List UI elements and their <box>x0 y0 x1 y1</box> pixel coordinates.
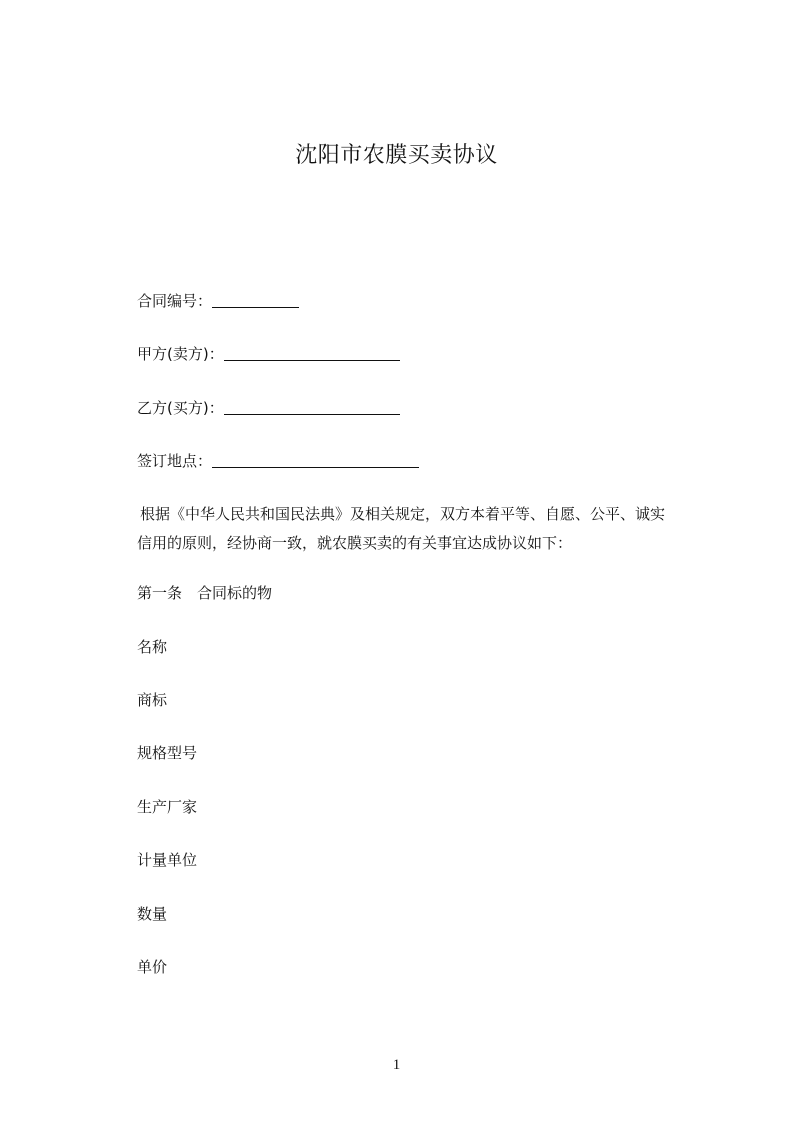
page-number: 1 <box>392 1057 401 1073</box>
signing-place-field <box>137 449 419 473</box>
signing-place-label: 签订地点： <box>137 452 213 470</box>
article-item-manufacturer: 生产厂家 <box>137 798 198 816</box>
seller-label: 甲方(卖方)： <box>137 345 224 363</box>
contract-number-blank[interactable] <box>212 291 299 308</box>
article-item-name: 名称 <box>137 638 168 656</box>
article-item-unit-price: 单价 <box>137 958 168 976</box>
buyer-label: 乙方(买方)： <box>137 399 224 417</box>
intro-paragraph <box>137 500 707 558</box>
article-item-unit: 计量单位 <box>137 851 198 869</box>
contract-number-label: 合同编号： <box>137 292 213 310</box>
seller-blank[interactable] <box>224 344 400 361</box>
seller-field <box>137 342 400 366</box>
buyer-field <box>137 396 400 420</box>
buyer-blank[interactable] <box>224 398 400 415</box>
article-item-trademark: 商标 <box>137 691 168 709</box>
intro-line-2: 信用的原则，经协商一致，就农膜买卖的有关事宜达成协议如下： <box>137 534 573 552</box>
article-item-specification: 规格型号 <box>137 744 198 762</box>
article-1-heading: 第一条 合同标的物 <box>137 584 273 602</box>
article-item-quantity: 数量 <box>137 905 168 923</box>
signing-place-blank[interactable] <box>212 451 419 468</box>
intro-line-1: 根据《中华人民共和国民法典》及相关规定，双方本着平等、自愿、公平、诚实 <box>140 505 666 523</box>
document-title: 沈阳市农膜买卖协议 <box>295 143 498 168</box>
contract-number-field <box>137 289 299 313</box>
